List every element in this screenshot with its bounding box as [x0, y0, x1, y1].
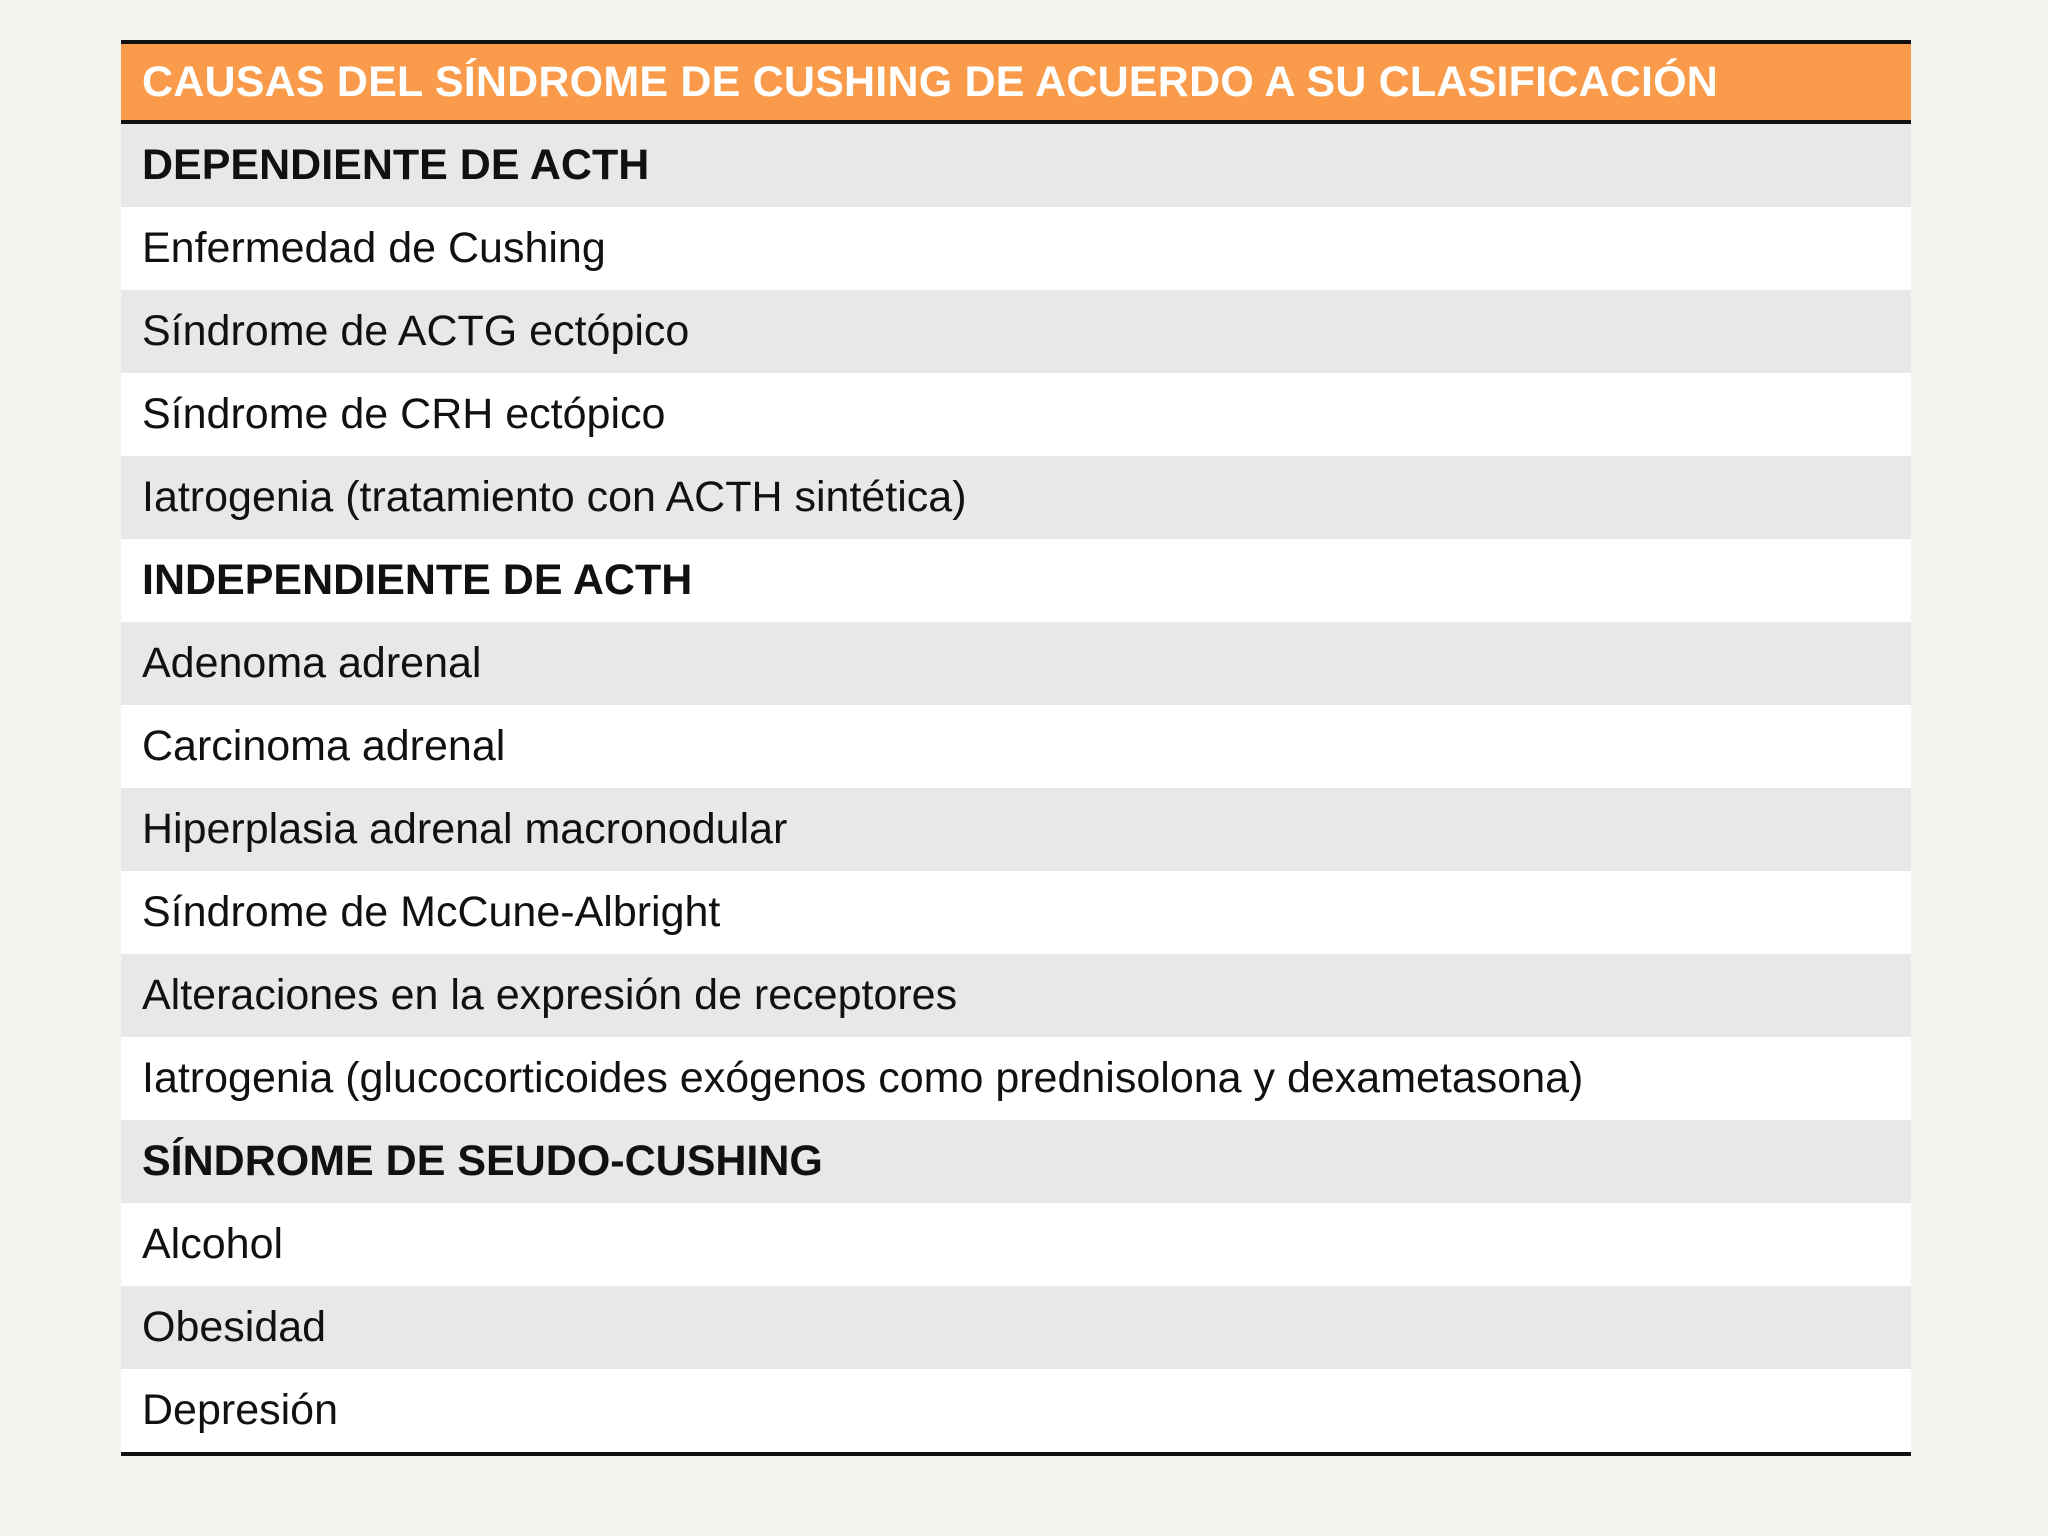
table-row: Síndrome de McCune-Albright	[121, 871, 1911, 954]
table-row: Hiperplasia adrenal macronodular	[121, 788, 1911, 871]
causes-table	[121, 40, 1911, 1456]
table-row: Obesidad	[121, 1286, 1911, 1369]
table-title-row	[121, 44, 1911, 124]
table-title: CAUSAS DEL SÍNDROME DE CUSHING DE ACUERDO A SU CLASIFICACIÓN	[142, 57, 1719, 106]
table-row: Depresión	[121, 1369, 1911, 1452]
section-heading-acth-independent: INDEPENDIENTE DE ACTH	[121, 539, 1911, 622]
section-heading-pseudo-cushing: SÍNDROME DE SEUDO-CUSHING	[121, 1120, 1911, 1203]
table-row: Iatrogenia (tratamiento con ACTH sintética)	[121, 456, 1911, 539]
table-row: Síndrome de CRH ectópico	[121, 373, 1911, 456]
table-row: Carcinoma adrenal	[121, 705, 1911, 788]
table-row: Alteraciones en la expresión de receptores	[121, 954, 1911, 1037]
table-row: Síndrome de ACTG ectópico	[121, 290, 1911, 373]
table-row: Enfermedad de Cushing	[121, 207, 1911, 290]
table-row: Adenoma adrenal	[121, 622, 1911, 705]
table-row: Iatrogenia (glucocorticoides exógenos como prednisolona y dexametasona)	[121, 1037, 1911, 1120]
table-row: Alcohol	[121, 1203, 1911, 1286]
section-heading-acth-dependent: DEPENDIENTE DE ACTH	[121, 124, 1911, 207]
